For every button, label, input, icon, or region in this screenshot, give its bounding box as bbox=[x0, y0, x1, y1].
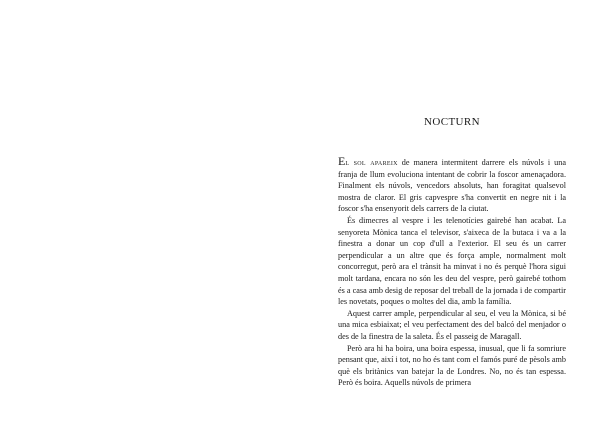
lead-initial: E bbox=[338, 154, 346, 168]
chapter-title: NOCTURN bbox=[424, 116, 480, 128]
paragraph-1 bbox=[338, 156, 566, 215]
chapter-body bbox=[338, 156, 566, 389]
paragraph-text: de manera intermitent darrere els núvols i una franja de llum evoluciona intentant de cobrir la foscor amenaçadora. Finalment els núvols, vencedors absoluts, han foragitat qualsevol mostra de claror. El gris capvespre s'ha convertit en negre nit i la foscor s'ha ensenyorit dels carrers de la ciutat. bbox=[338, 158, 566, 214]
lead-smallcaps: l sol apareix bbox=[345, 158, 398, 167]
paragraph-4: Però ara hi ha boira, una boira espessa, inusual, que li fa somriure pensant que, així i tot, no ho és tant com el famós puré de pèsols amb què els britànics van batejar la de Londres. No, no és tan espessa. Però és boira. Aquells núvols de primera bbox=[338, 343, 566, 388]
paragraph-2: És dimecres al vespre i les telenotícies gairebé han acabat. La senyoreta Mònica tanca el televisor, s'aixeca de la butaca i va a la finestra a donar un cop d'ull a l'exterior. El seu és un carrer perpendicular a un altre que és força ample, normalment molt concorregut, però ara el trànsit ha minvat i no és perquè l'hora sigui molt tardana, encara no són les deu del vespre, però gairebé tothom és a casa amb desig de reposar del treball de la jornada i de compartir les novetats, poques o moltes del dia, amb la família. bbox=[338, 215, 566, 307]
paragraph-3: Aquest carrer ample, perpendicular al seu, el veu la Mònica, si bé una mica esbiaixat; el veu perfectament des del balcó del menjador o des de la finestra de la saleta. És el passeig de Maragall. bbox=[338, 308, 566, 341]
